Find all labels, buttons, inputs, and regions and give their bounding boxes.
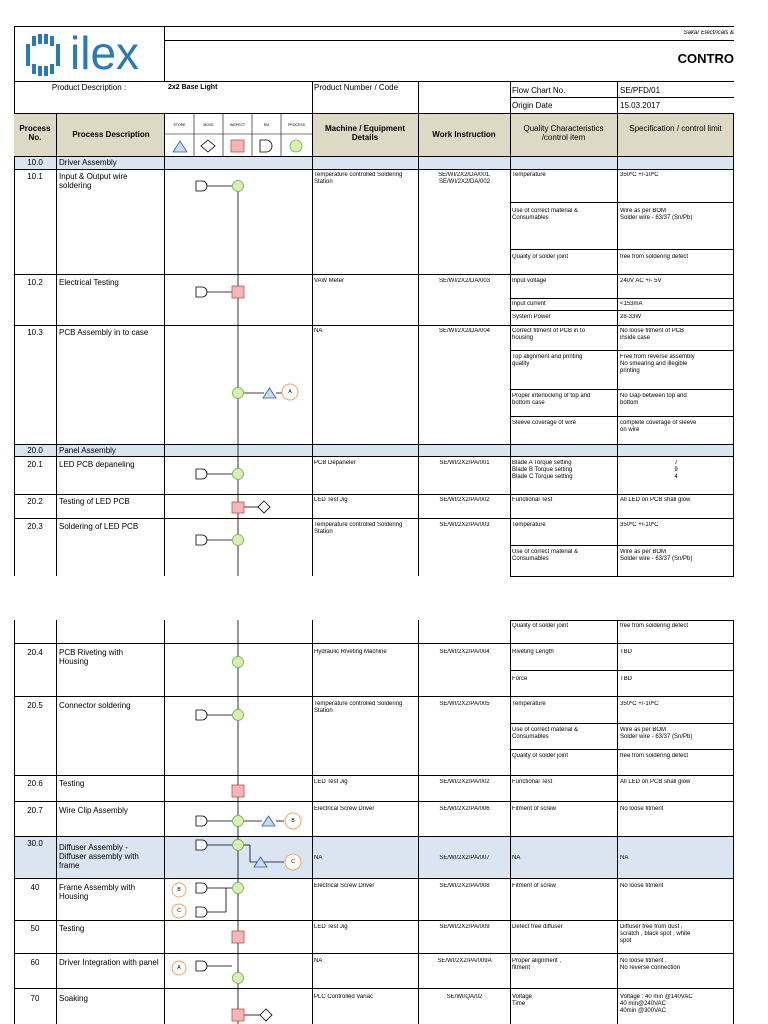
quality-item: Input current [512, 301, 546, 307]
process-desc: PCB Assembly in to case [59, 328, 149, 337]
process-no: 20.2 [27, 497, 43, 506]
spec-item: No loose fitment [620, 806, 664, 812]
process-desc: Soaking [59, 994, 88, 1003]
store-triangle-icon [262, 816, 275, 826]
quality-item: Use of correct material & Consumables [512, 549, 579, 562]
inspect-box-icon [232, 785, 244, 797]
process-no: 70 [30, 994, 40, 1003]
quality-item: Temperature [512, 172, 546, 178]
process-no: 30.0 [27, 839, 43, 848]
quality-item: Functional Test [512, 779, 553, 785]
quality-item: Fitment of screw [512, 883, 557, 889]
spec-item: complete coverage of sleeve on wire [620, 420, 697, 433]
product-number-label: Product Number / Code [314, 83, 399, 92]
spec-item: No loose fitment [620, 883, 664, 889]
machine: NA [314, 855, 323, 861]
quality-item: Use of correct material & Consumables [512, 208, 579, 221]
rm-d-icon [196, 883, 207, 893]
machine: NA [314, 958, 323, 964]
spec-item: 350ºC +/-10ºC [620, 701, 659, 707]
process-no: 10.1 [27, 172, 43, 181]
legend-move: MOVE [203, 123, 214, 127]
process-no: 60 [30, 958, 40, 967]
process-desc: LED PCB depaneling [59, 460, 135, 469]
spec-item: 350ºC +/-10ºC [620, 172, 659, 178]
logo-text: ilex [70, 27, 140, 79]
work-instruction: SE/WI/2X2/PA/007 [439, 855, 490, 861]
process-no: 40 [30, 883, 40, 892]
machine: LED Test Jig [314, 497, 348, 503]
flow-chart-value: SE/PFD/01 [620, 86, 661, 95]
doc-title: CONTRO [677, 52, 734, 66]
process-desc: Testing [59, 779, 85, 788]
col-process-no: Process No. [19, 124, 51, 142]
quality-item: Force [512, 676, 528, 682]
process-no: 20.3 [27, 522, 43, 531]
machine: Electrical Screw Driver [314, 883, 375, 889]
rm-d-icon [196, 961, 207, 971]
machine: PCB Depaneler [314, 460, 356, 466]
quality-item: Correct fitment of PCB in to housing [512, 328, 586, 341]
work-instruction: SE/WI/QA/02 [446, 994, 483, 1000]
process-circle-icon [233, 816, 244, 827]
flow-chart-label: Flow Chart No. [512, 86, 566, 95]
machine: Hydraulic Riveting Machine [314, 649, 387, 655]
process-no: 20.7 [27, 806, 43, 815]
rm-d-icon [196, 710, 207, 720]
marker-c-label: C [291, 859, 295, 865]
legend-rm: RM [263, 123, 270, 127]
work-instruction: SE/WI/2X2/PA/009A [437, 958, 492, 964]
work-instruction: SE/WI/2X2/PA/003 [439, 522, 490, 528]
process-no: 20.4 [27, 648, 43, 657]
marker-c-label: C [177, 908, 181, 914]
spec-item: free from soldering defect [620, 753, 689, 759]
product-desc-value: 2x2 Base Light [168, 84, 218, 91]
quality-item: NA [512, 855, 521, 861]
spec-item: No Gap between top and bottom [620, 393, 687, 406]
quality-item: Use of correct material & Consumables [512, 727, 579, 740]
spec-item: TBD [620, 649, 632, 655]
spec-item: Wire as per BOM Solder wire - 63/37 (Sn/Pb) [620, 208, 693, 221]
rm-d-icon [196, 840, 207, 850]
machine: Temperature controlled Soldering Station [314, 701, 403, 714]
machine: Temperature controlled Soldering Station [314, 522, 403, 535]
work-instruction: SE/WI/2X2/PA/005 [439, 701, 490, 707]
spec-item: Free from reverse assembly No smearing and illegible printing [620, 354, 695, 374]
spec-item: <153mA [620, 301, 643, 307]
company-name: Sakar Electricals & [683, 30, 734, 36]
quality-item: Blade A Torque setting Blade B Torque setting Blade C Torque setting [512, 460, 573, 480]
rm-d-icon [196, 816, 207, 826]
work-instruction: SE/WI/2X2/PA/001 [439, 460, 490, 466]
spec-item: No loose fitment , No reverse connection [620, 958, 681, 971]
work-instruction: SE/WI/2X2/PA/006 [439, 806, 490, 812]
col-process-desc: Process Description [72, 130, 150, 139]
marker-b-label: B [177, 887, 181, 893]
process-no: 50 [30, 924, 40, 933]
work-instruction: SE/WI/2X2/PA/008 [439, 883, 490, 889]
process-circle-icon [233, 840, 244, 851]
legend-inspect: INSPECT [229, 123, 246, 127]
spec-item: free from soldering defect [620, 254, 689, 260]
machine: Electrical Screw Driver [314, 806, 375, 812]
spec-item: NA [620, 855, 629, 861]
col-spec: Specification / control limit [629, 124, 722, 133]
quality-item: Proper alignment , fitment [512, 958, 562, 971]
machine: VAW Meter [314, 278, 345, 284]
process-no: 20.1 [27, 460, 43, 469]
quality-item: Proper interlocking of top and bottom case [512, 393, 591, 406]
spec-item: Wire as per BOM Solder wire - 63/37 (Sn/Pb) [620, 549, 693, 562]
process-desc: Driver Integration with panel [59, 958, 159, 967]
quality-item: Temperature [512, 522, 546, 528]
section-no-10: 10.0 [27, 158, 43, 167]
quality-item: Quality of solder joint [512, 254, 569, 260]
quality-item: Input voltage [512, 278, 547, 284]
origin-date-value: 15.03.2017 [620, 101, 661, 110]
process-no: 10.3 [27, 328, 43, 337]
quality-item: Quality of solder joint [512, 753, 569, 759]
process-desc: Input & Output wire soldering [59, 172, 128, 190]
process-desc: Testing [59, 924, 85, 933]
process-no: 20.5 [27, 701, 43, 710]
machine: NA [314, 328, 323, 334]
section-no-20: 20.0 [27, 446, 43, 455]
process-desc: Frame Assembly with Housing [59, 883, 136, 901]
col-machine: Machine / Equipment Details [324, 124, 405, 142]
spec-item: 7 9 4 [674, 460, 678, 480]
move-diamond-icon [260, 1009, 272, 1021]
quality-item: Fitment of screw [512, 806, 557, 812]
machine: LED Test Jig [314, 924, 348, 930]
section-title-panel-assembly: Panel Assembly [59, 446, 116, 455]
col-work-instruction: Work Instruction [432, 130, 496, 139]
work-instruction: SE/WI/2X2/PA/009 [439, 924, 490, 930]
work-instruction: SE/WI/2X2/DA/003 [438, 278, 491, 284]
work-instruction: SE/WI/2X2/PA/002 [439, 497, 490, 503]
process-no: 10.2 [27, 278, 43, 287]
work-instruction: SE/WI/2X2/PA/004 [439, 649, 490, 655]
origin-date-label: Origin Date [512, 101, 553, 110]
machine: PLC Controlled Variac [314, 994, 373, 1000]
inspect-box-icon [232, 1009, 244, 1021]
col-quality: Quality Characteristics /control item [523, 124, 604, 142]
section-title-driver-assembly: Driver Assembly [59, 158, 117, 167]
process-desc: Diffuser Assembly - Diffuser assembly with frame [59, 843, 139, 870]
spec-item: Diffuser free from dust , scratch , black spot , white spot [620, 924, 691, 944]
spec-item: All LED on PCB shall glow [620, 779, 691, 785]
spec-item: No loose fitment of PCB inside case [620, 328, 685, 341]
quality-item: Quality of solder joint [512, 623, 569, 629]
quality-item: Riveting Length [512, 649, 554, 655]
process-desc: PCB Riveting with Housing [59, 648, 124, 666]
quality-item: Defect free diffuser [512, 924, 563, 930]
spec-item: 240V AC +/- 5V [620, 278, 662, 284]
legend-process: PROCESS [287, 123, 306, 127]
process-no: 20.6 [27, 779, 43, 788]
quality-item: Top alignment and printing quality [512, 354, 583, 367]
process-circle-icon [233, 973, 244, 984]
process-desc: Electrical Testing [59, 278, 119, 287]
spec-item: Wire as per BOM Solder wire - 63/37 (Sn/Pb) [620, 727, 693, 740]
spec-item: 28-33W [620, 314, 642, 320]
quality-item: Functional Test [512, 497, 553, 503]
process-circle-icon [233, 710, 244, 721]
inspect-box-icon [232, 931, 244, 943]
process-desc: Wire Clip Assembly [59, 806, 128, 815]
machine: Temperature controlled Soldering Station [314, 172, 403, 185]
work-instruction: SE/WI/2X2/DA/004 [438, 328, 491, 334]
spec-item: 350ºC +/-10ºC [620, 522, 659, 528]
marker-a-label: A [288, 389, 292, 395]
quality-item: Temperature [512, 701, 546, 707]
machine: LED Test Jig [314, 779, 348, 785]
work-instruction: SE/WI/2X2/PA/002 [439, 779, 490, 785]
process-desc: Connector soldering [59, 701, 131, 710]
marker-b-label: B [291, 818, 295, 824]
quality-item: System Power [512, 314, 551, 320]
process-desc: Soldering of LED PCB [59, 522, 139, 531]
rm-d-icon [196, 907, 207, 917]
marker-a-label: A [177, 965, 181, 971]
process-desc: Testing of LED PCB [59, 497, 130, 506]
quality-item: Voltage Time [512, 994, 533, 1007]
process-circle-icon [233, 883, 244, 894]
quality-item: Sleeve coverage of wire [512, 420, 577, 426]
legend-store: STORE [173, 123, 186, 127]
spec-item: TBD [620, 676, 632, 682]
process-circle-icon [233, 657, 244, 668]
spec-item: free from soldering defect [620, 623, 689, 629]
spec-item: All LED on PCB shall glow [620, 497, 691, 503]
work-instruction: SE/WI/2X2/DA/001, SE/WI/2X2/DA/002 [438, 172, 491, 185]
spec-item: Voltage : 40 min @140VAC 40 min@240VAC 40min @300VAC [620, 994, 693, 1014]
product-desc-label: Product Description : [51, 83, 127, 92]
